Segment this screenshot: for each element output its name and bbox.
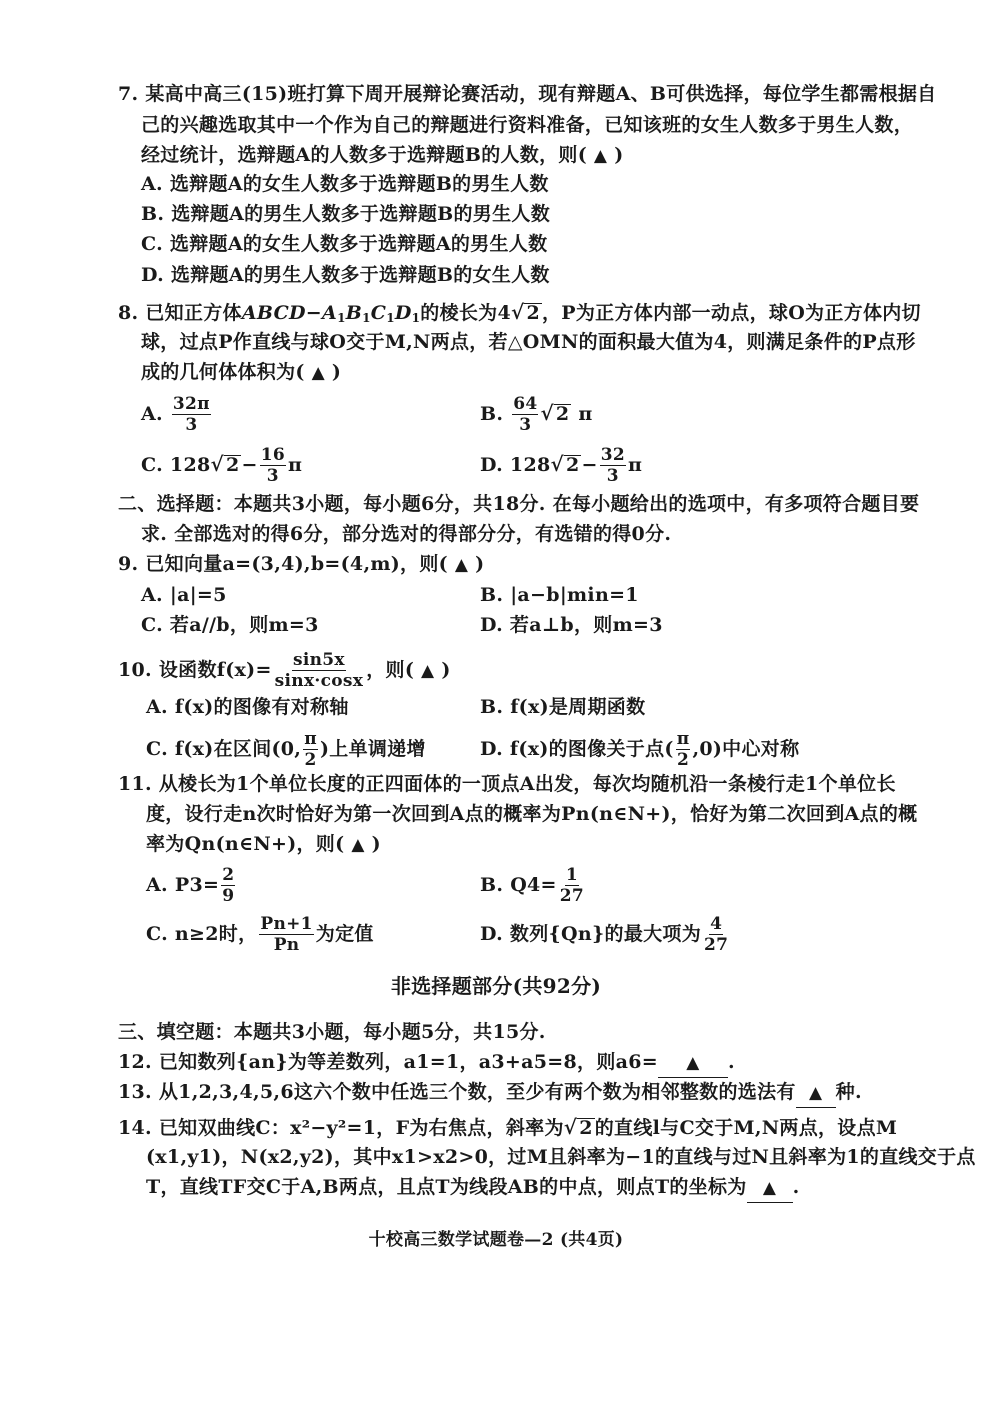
fraction: $\frac{2}{9}$: [222, 865, 235, 906]
q9-option-c: C. 若a//b，则m=3: [141, 614, 319, 636]
answer-marker: ▲: [593, 146, 608, 166]
fraction: $\frac{32\pi}{3}$: [172, 394, 210, 435]
part-heading: 非选择题部分(共92分): [390, 974, 602, 998]
q13: [118, 1078, 862, 1108]
q8-stem-line3: [141, 358, 341, 387]
answer-blank: [747, 1173, 793, 1203]
q12-text: 12. 已知数列{an}为等差数列，a1=1，a3+a5=8，则a6=: [118, 1051, 658, 1073]
q7-option-c: C. 选辩题A的女生人数多于选辩题A的男生人数: [141, 233, 548, 255]
option-label: B. Q4=: [480, 874, 557, 896]
q8-option-a: [141, 396, 213, 434]
answer-marker: ▲: [351, 835, 365, 855]
answer-marker: ▲: [808, 1083, 823, 1103]
option-text: C. f(x)在区间(0,: [146, 738, 302, 760]
q9-stem-text: 9. 已知向量a=(3,4),b=(4,m)，则(: [118, 553, 448, 575]
close-paren: ): [614, 144, 624, 166]
q13-text: 13. 从1,2,3,4,5,6这六个数中任选三个数，至少有两个数为相邻整数的选法有: [118, 1081, 796, 1103]
fraction: $\frac{Pn+1}{Pn}$: [260, 914, 313, 955]
page-footer: 十校高三数学试题卷—2 (共4页): [368, 1230, 624, 1250]
q8-stem-line1: 8. 已知正方体$ABCD-A_1B_1C_1D_1$的棱长为4√ 2 ，P为正方体内部一动点，球O为正方体内切: [118, 300, 921, 325]
sqrt-radicand: 2: [565, 454, 580, 476]
q10-option-b: B. f(x)是周期函数: [480, 696, 646, 718]
fraction: $\frac{32}{3}$: [600, 445, 625, 486]
q14-line1: 14. 已知双曲线C：x²−y²=1，F为右焦点，斜率为√ 2 的直线l与C交于M,N两点，设点M: [118, 1115, 898, 1139]
q7-stem-line2: 己的兴趣选取其中一个作为自己的辩题进行资料准备，已知该班的女生人数多于男生人数，: [141, 114, 914, 136]
q14-line3: [146, 1173, 800, 1203]
q10-stem: [118, 652, 451, 690]
fraction: $\frac{\pi}{2}$: [304, 729, 317, 770]
end-mark: .: [792, 1176, 800, 1198]
q7-option-d: D. 选辩题A的男生人数多于选辩题B的女生人数: [141, 264, 550, 286]
q9-option-b: B. |a−b|min=1: [480, 584, 639, 606]
option-label: C. n≥2时，: [146, 923, 258, 945]
close-paren: ): [475, 553, 485, 575]
fraction: $\frac{\sin 5x}{\sin x\cdot\cos x}$: [274, 650, 364, 691]
q8-option-c: C. 128√ 2 − $\frac{16}{3}$ π: [141, 445, 303, 486]
end-mark: 种.: [835, 1081, 862, 1103]
sqrt-radicand: 2: [526, 302, 540, 324]
option-text-tail: ,0)中心对称: [692, 738, 800, 760]
answer-marker: ▲: [762, 1178, 777, 1198]
q11-stem-line2: 度，设行走n次时恰好为第一次回到A点的概率为Pn(n∈N+)，恰好为第二次回到A点的概: [146, 803, 918, 825]
answer-marker: ▲: [421, 661, 435, 681]
fraction: $\frac{4}{27}$: [704, 914, 729, 955]
q11-option-d: [480, 916, 731, 954]
q7-stem-line3: [141, 141, 624, 170]
q8-option-d: D. 128√ 2 − $\frac{32}{3}$ π: [480, 445, 643, 486]
q11-option-c: [146, 916, 374, 954]
q14-text-tail: 的直线l与C交于M,N两点，设点M: [594, 1117, 898, 1139]
q8-stem-line2: 球，过点P作直线与球O交于M,N两点，若△OMN的面积最大值为4，则满足条件的P点形: [141, 331, 916, 353]
option-label: A. P3=: [146, 874, 220, 896]
q8-option-b: B. $\frac{64}{3}$ √ 2 π: [480, 394, 593, 435]
q9-option-d: D. 若a⊥b，则m=3: [480, 614, 663, 636]
q7-stem-text: 经过统计，选辩题A的人数多于选辩题B的人数，则(: [141, 144, 587, 166]
section3-heading: 三、填空题：本题共3小题，每小题5分，共15分.: [118, 1021, 546, 1043]
option-label: D. 数列{Qn}的最大项为: [480, 923, 702, 945]
answer-marker: ▲: [686, 1053, 700, 1073]
option-label: A.: [141, 403, 163, 425]
q9-option-a: A. |a|=5: [141, 584, 227, 606]
sqrt-radicand: 2: [579, 1117, 593, 1139]
q11-stem-line3: [146, 830, 381, 859]
q8-stem-text: 8. 已知正方体: [118, 302, 242, 324]
end-mark: .: [727, 1051, 735, 1073]
q11-option-a: [146, 867, 237, 905]
sqrt-radicand: 2: [555, 403, 570, 425]
q11-option-b: [480, 867, 587, 905]
q8-edge-text: 的棱长为4: [420, 302, 512, 324]
option-text: D. f(x)的图像关于点(: [480, 738, 674, 760]
pi-symbol: π: [627, 454, 643, 476]
q14-line2: (x1,y1)，N(x2,y2)，其中x1>x2>0，过M且斜率为−1的直线与过N且斜率为1的直线交于点: [146, 1146, 976, 1168]
q11-stem-line1: 11. 从棱长为1个单位长度的正四面体的一顶点A出发，每次均随机沿一条棱行走1个单位长: [118, 773, 896, 795]
answer-blank: [796, 1078, 836, 1108]
q10-option-c: [146, 731, 426, 769]
pi-symbol: π: [287, 454, 303, 476]
q7-option-a: A. 选辩题A的女生人数多于选辩题B的男生人数: [141, 173, 549, 195]
q7-stem-line1: 7. 某高中高三(15)班打算下周开展辩论赛活动，现有辩题A、B可供选择，每位学生都需根据自: [118, 83, 937, 105]
q14-text: 14. 已知双曲线C：x²−y²=1，F为右焦点，斜率为: [118, 1117, 564, 1139]
q9-stem: [118, 550, 484, 579]
answer-marker: ▲: [311, 363, 325, 383]
section2-heading-line2: 求. 全部选对的得6分，部分选对的得部分分，有选错的得0分.: [141, 523, 672, 545]
fraction: $\frac{64}{3}$: [513, 394, 538, 435]
q8-stem-text-3: 成的几何体体积为(: [141, 361, 305, 383]
option-label: B.: [480, 403, 504, 425]
q14-text-3: T，直线TF交C于A,B两点，且点T为线段AB的中点，则点T的坐标为: [146, 1176, 747, 1198]
q10-stem-tail: ，则(: [366, 659, 415, 681]
q12: [118, 1048, 735, 1078]
q11-stem-text: 率为Qn(n∈N+)，则(: [146, 833, 345, 855]
option-text-tail: 为定值: [315, 923, 374, 945]
close-paren: ): [371, 833, 381, 855]
fraction: $\frac{\pi}{2}$: [676, 729, 690, 770]
close-paren: ): [331, 361, 342, 383]
section2-heading-line1: 二、选择题：本题共3小题，每小题6分，共18分. 在每小题给出的选项中，有多项符合题目要: [118, 493, 920, 515]
option-text-tail: )上单调递增: [319, 738, 426, 760]
q10-stem-text: 10. 设函数f(x)=: [118, 659, 272, 681]
sqrt-radicand: 2: [225, 454, 240, 476]
close-paren: ): [441, 659, 451, 681]
pi-symbol: π: [578, 403, 593, 425]
option-label: D. 128: [480, 454, 551, 476]
q10-option-d: [480, 731, 799, 769]
answer-marker: ▲: [454, 555, 469, 575]
q7-option-b: B. 选辩题A的男生人数多于选辩题B的男生人数: [141, 203, 550, 225]
q8-stem-text-2: ，P为正方体内部一动点，球O为正方体内切: [542, 302, 921, 324]
fraction: $\frac{1}{27}$: [559, 865, 585, 906]
cube-name: ABCD−A: [241, 302, 338, 324]
option-label: C. 128: [141, 454, 211, 476]
answer-blank: [658, 1048, 728, 1078]
q10-option-a: A. f(x)的图像有对称轴: [146, 696, 349, 718]
fraction: $\frac{16}{3}$: [260, 445, 285, 486]
